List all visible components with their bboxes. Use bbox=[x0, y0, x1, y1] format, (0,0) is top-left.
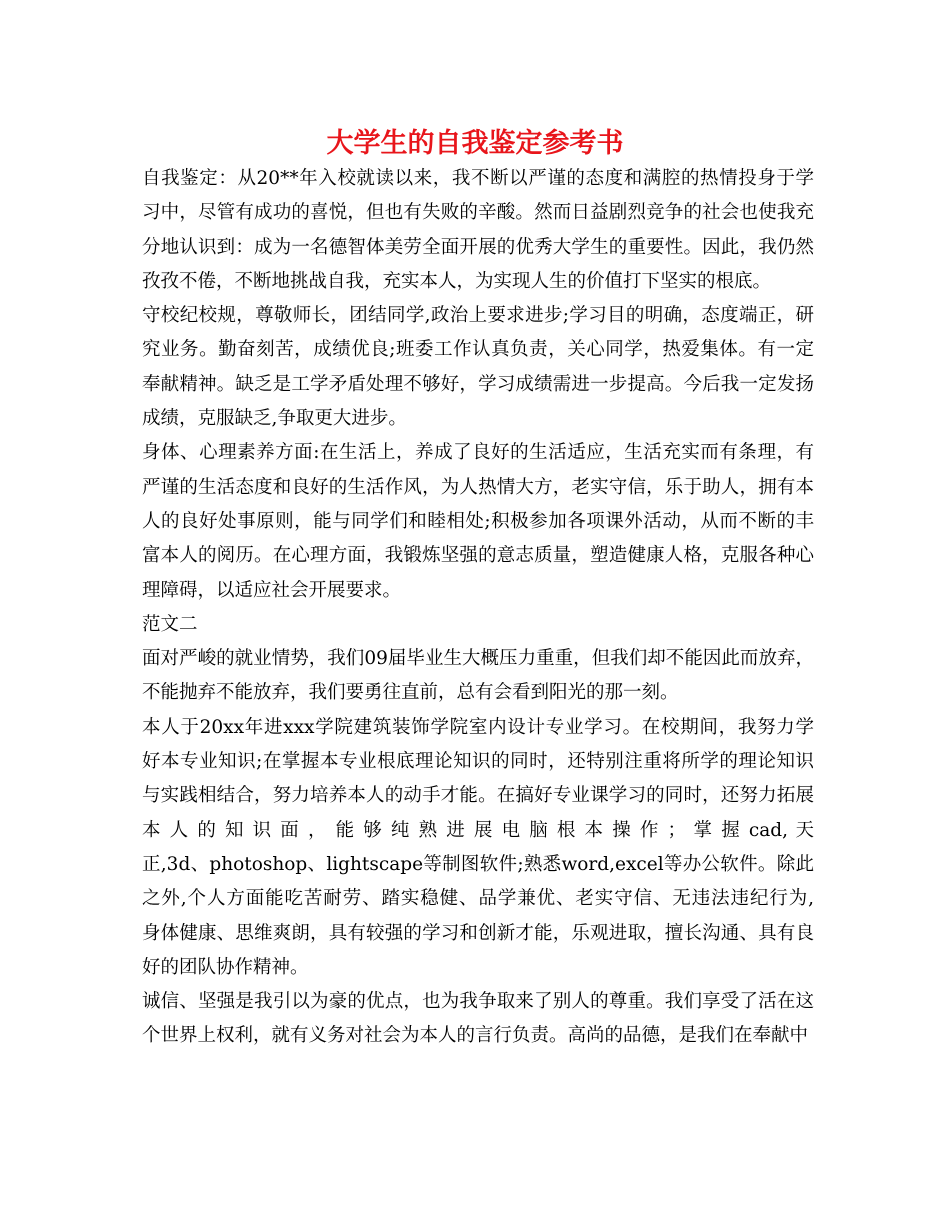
text-line: 身体健康、思维爽朗，具有较强的学习和创新才能，乐观进取，擅长沟通、具有良 bbox=[142, 922, 814, 944]
document-body bbox=[142, 162, 814, 1054]
paragraph bbox=[142, 436, 814, 607]
text-line: 范文二 bbox=[142, 613, 198, 635]
text-line: 与实践相结合，努力培养本人的动手才能。在搞好专业课学习的同时，还努力拓展 bbox=[142, 785, 814, 807]
paragraph bbox=[142, 299, 814, 436]
text-line: 正,3d、photoshop、lightscape等制图软件;熟悉word,excel等办公软件。除此 bbox=[142, 853, 814, 875]
text-line: 习中，尽管有成功的喜悦，但也有失败的辛酸。然而日益剧烈竞争的社会也使我充 bbox=[142, 202, 814, 224]
paragraph bbox=[142, 642, 814, 711]
text-line: 本 人 的 知 识 面 ， 能 够 纯 熟 进 展 电 脑 根 本 操 作 ； 掌 握 cad, 天 bbox=[142, 819, 814, 841]
text-line: 之外,个人方面能吃苦耐劳、踏实稳健、品学兼优、老实守信、无违法违纪行为, bbox=[142, 888, 814, 910]
text-line: 严谨的生活态度和良好的生活作风，为人热情大方，老实守信，乐于助人，拥有本 bbox=[142, 476, 814, 498]
text-line: 富本人的阅历。在心理方面，我锻炼坚强的意志质量，塑造健康人格，克服各种心 bbox=[142, 545, 814, 567]
text-line: 面对严峻的就业情势，我们09届毕业生大概压力重重，但我们却不能因此而放弃， bbox=[142, 648, 814, 670]
paragraph bbox=[142, 608, 814, 642]
text-line: 个世界上权利，就有义务对社会为本人的言行负责。高尚的品德，是我们在奉献中 bbox=[142, 1025, 809, 1047]
paragraph bbox=[142, 162, 814, 299]
text-line: 奉献精神。缺乏是工学矛盾处理不够好，学习成绩需进一步提高。今后我一定发扬 bbox=[142, 373, 814, 395]
paragraph bbox=[142, 711, 814, 985]
text-line: 人的良好处事原则，能与同学们和睦相处;积极参加各项课外活动，从而不断的丰 bbox=[142, 510, 814, 532]
text-line: 理障碍，以适应社会开展要求。 bbox=[142, 579, 402, 601]
text-line: 本人于20xx年进xxx学院建筑装饰学院室内设计专业学习。在校期间，我努力学 bbox=[142, 716, 814, 738]
text-line: 好本专业知识;在掌握本专业根底理论知识的同时，还特别注重将所学的理论知识 bbox=[142, 751, 814, 773]
text-line: 自我鉴定：从20**年入校就读以来，我不断以严谨的态度和满腔的热情投身于学 bbox=[142, 168, 814, 189]
text-line: 守校纪校规，尊敬师长，团结同学,政治上要求进步;学习目的明确，态度端正，研 bbox=[142, 305, 814, 327]
text-line: 身体、心理素养方面:在生活上，养成了良好的生活适应，生活充实而有条理，有 bbox=[142, 442, 814, 464]
text-line: 不能抛弃不能放弃，我们要勇往直前，总有会看到阳光的那一刻。 bbox=[142, 682, 679, 704]
text-line: 孜孜不倦，不断地挑战自我，充实本人，为实现人生的价值打下坚实的根底。 bbox=[142, 270, 772, 292]
text-line: 成绩，克服缺乏,争取更大进步。 bbox=[142, 408, 407, 430]
text-line: 诚信、坚强是我引以为豪的优点，也为我争取来了别人的尊重。我们享受了活在这 bbox=[142, 991, 814, 1013]
paragraph bbox=[142, 985, 814, 1054]
text-line: 好的团队协作精神。 bbox=[142, 956, 309, 978]
text-line: 分地认识到：成为一名德智体美劳全面开展的优秀大学生的重要性。因此，我仍然 bbox=[142, 236, 814, 258]
text-line: 究业务。勤奋刻苦，成绩优良;班委工作认真负责，关心同学，热爱集体。有一定 bbox=[142, 339, 814, 361]
document-title: 大学生的自我鉴定参考书 bbox=[326, 128, 624, 159]
